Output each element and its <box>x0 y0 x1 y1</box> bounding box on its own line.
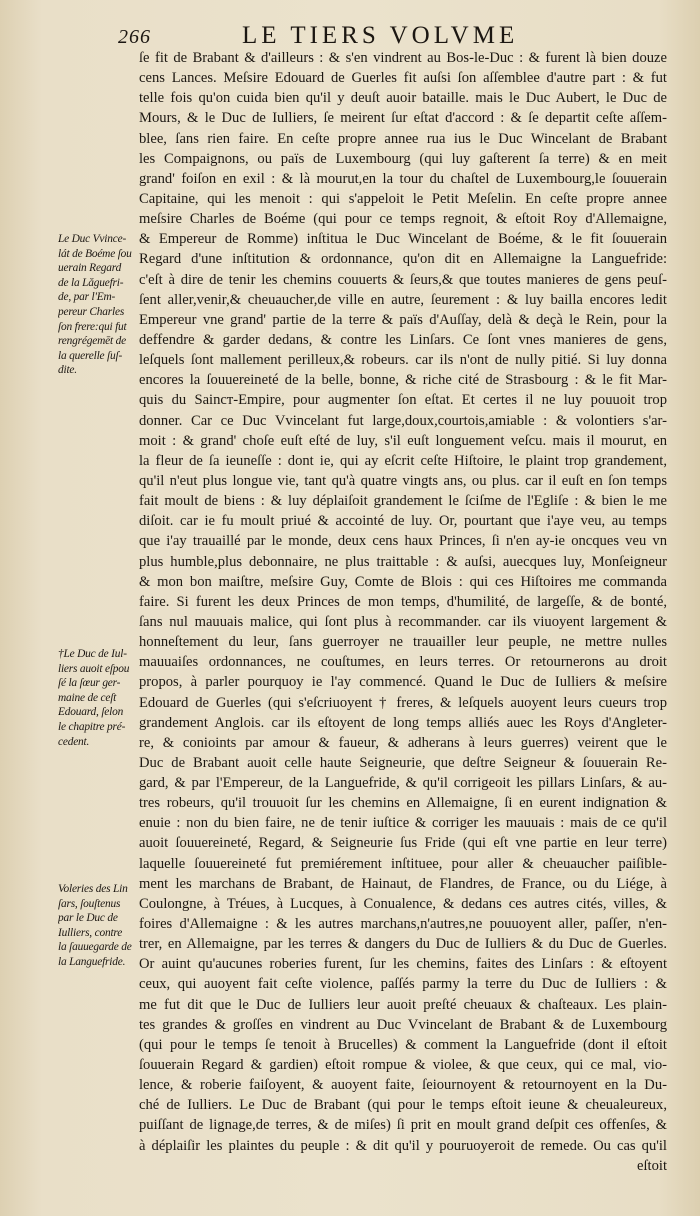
text-line: eſtoit <box>637 1157 667 1174</box>
text-line: à déplaiſir les plaintes du peuple : & dit qu'il y pouruoyeroit de remede. Ou cas qu'il <box>139 1137 667 1154</box>
running-head: LE TIERS VOLVME <box>242 22 519 49</box>
text-line: encores la ſouuereineté de la belle, bonne, & riche cité de Strasbourg : & le fit Mar- <box>139 372 667 389</box>
text-line: Capitaine, qui les menoit : qui s'appeloit le Petit Meſelin. En ceſte propre annee <box>139 190 667 207</box>
text-line: ment les marchans de Brabant, de Hainaut, de Flandres, de France, ou du Liége, à <box>139 875 667 892</box>
text-line: que i'ay trauaillé par le monde, deux cens haux Princes, ſi n'en ay-ie oncques veu vn <box>139 533 667 550</box>
text-line: Regard d'une inſtitution & ordonnance, qu'on dit en Allemaigne la Languefride: <box>139 251 667 268</box>
margin-note-line: rengrégemēt de <box>58 335 126 348</box>
text-line: Duc de Brabant auoit celle haute Seigneurie, que deſtre Seigneur & ſouuerain Re- <box>139 754 667 771</box>
text-line: foires d'Allemaigne : & les autres marchans,n'autres,ne pouuoyent aller, paſſer, n'en- <box>139 916 667 933</box>
text-line: puiſſant de lignage,de terres, & de miſes) ſi prit en moult grand deſpit ces offenſes, & <box>139 1117 667 1134</box>
text-line: enuie : non du bien faire, ne de tenir iuſtice & corriger les mauuais : mais de ce qu'il <box>139 815 667 832</box>
text-line: leſquels ſont mallement perilleux,& robeurs. car ils n'ont de nully pitié. Si luy donna <box>139 352 667 369</box>
text-line: lence, & roberie faiſoyent, & auoyent faite, ſeiournoyent & retournoyent en la Du- <box>139 1077 667 1094</box>
text-line: qu'il n'eut plus longue vie, tant qu'à quatre vingts ans, ou plus. car il euſt en ſon temps <box>139 472 667 489</box>
text-line: la fleur de ſa ieuneſſe : dont ie, qui ay eſcrit ceſte Hiſtoire, le plaint trop grandement, <box>139 452 667 469</box>
margin-note-line: Voleries des Lin <box>58 883 128 895</box>
margin-note-line: ſon frere:qui fut <box>58 320 127 333</box>
margin-note-line: liers auoit eſpou <box>58 662 130 675</box>
text-line: blee, ſans rien faire. En ceſte propre annee rua ius le Duc Wincelant de Brabant <box>139 130 667 147</box>
text-line: ché de Iulliers. Le Duc de Brabant (qui pour le temps eſtoit ieune & cheualeureux, <box>139 1097 667 1114</box>
margin-note-line: pereur Charles <box>58 305 125 318</box>
text-line: diſoit. car ie fu moult priué & accointé de luy. Or, pourtant que i'aye veu, au temps <box>139 513 667 530</box>
text-line: donner. Car ce Duc Vvincelant fut large,doux,courtois,amiable : & volontiers s'ar- <box>139 412 667 429</box>
text-line: gard, & par l'Empereur, de la Languefride, & qu'il corrigeoit les pillars Linſars, & au- <box>139 775 667 792</box>
margin-note-voleries-linsars <box>58 882 137 970</box>
page-number: 266 <box>118 26 151 48</box>
text-line: fait moult de biens : & luy déplaiſoit grandement le ſciſme de l'Egliſe : & bien le me <box>139 493 667 510</box>
text-line: plus humble,plus debonnaire, ne plus traittable : & auſsi, auecques luy, Monſeigneur <box>139 553 667 570</box>
text-line: tes grandes & groſſes en vindrent au Duc Vvincelant de Brabant & de Luxembourg <box>139 1016 667 1033</box>
text-line: grandement Anglois. car ils eſtoyent de long temps alliés auec les Roys d'Angleter- <box>139 714 667 731</box>
text-line: Edouard de Guerles (qui s'eſcriuoyent † freres, & leſquels auoyent leurs cueurs trop <box>139 694 667 711</box>
text-line: les Compaignons, ou païs de Luxembourg (qui luy gaſterent ſa terre) & en meit <box>139 150 667 167</box>
margin-note-line: ſé la ſœur ger- <box>58 677 121 690</box>
margin-note-line: de la Lăguefri- <box>58 276 124 289</box>
margin-note-line: maine de ceſt <box>58 691 117 704</box>
margin-note-line: Edouard, ſelon <box>58 706 124 719</box>
text-line: trer, en Allemaigne, par les terres & dangers du Duc de Iulliers & du Duc de Guerles. <box>139 936 667 953</box>
text-line: c'eſt à dire de tenir les chemins couuerts & ſeurs,& que toutes manieres de gens peuſ- <box>139 271 667 288</box>
text-line: ſent aller,venir,& cheuaucher,de ville en autre, ſeurement : & luy bailla encores ledit <box>139 291 667 308</box>
margin-note-line: Le Duc Vvince- <box>58 233 127 245</box>
margin-note-line: le chapitre pré- <box>58 720 126 733</box>
text-line: me fut dit que le Duc de Iulliers leur auoit preſté cheuaux & chaſteaux. Les plain- <box>139 996 667 1013</box>
margin-note-line: la ſauuegarde de <box>58 941 132 954</box>
margin-note-wincelant-regard <box>58 232 137 378</box>
text-line: tres robeurs, qu'il trouuoit ſur les chemins en Allemaigne, ſi en eurent indignation & <box>139 795 667 812</box>
margin-note-line: ſars, ſouſtenus <box>58 897 121 910</box>
text-line: Or auint qu'aucunes roberies furent, ſur les chemins, faites des Linſars : & eſtoyent <box>139 956 667 973</box>
text-line: cens Lances. Meſsire Edouard de Guerles fit auſsi ſon aſſemblee d'autre part : & fut <box>139 70 667 87</box>
text-line: honneſtement du leur, ſans guerroyer ne trauailler leur peuple, ne mettre nulles <box>139 634 667 651</box>
text-line: quis du Saincт-Empire, pour augmenter ſon eſtat. Et certes il ne luy pouuoit trop <box>139 392 667 409</box>
margin-note-line: la querelle ſuſ- <box>58 349 123 362</box>
text-line: deffendre & garder dedans, & contre les Linſars. Ce ſont vnes manieres de gens, <box>139 331 667 348</box>
text-line: telle fois qu'on cuida bien qu'il y deuſt auoir bataille. mais le Duc Aubert, le Duc de <box>139 90 667 107</box>
text-line: & mon bon maiſtre, meſsire Guy, Comte de Blois : qui ces Hiſtoires me commanda <box>139 573 667 590</box>
text-line: meſsire Charles de Boéme (qui pour ce temps regnoit, & eſtoit Roy d'Allemaigne, <box>139 211 667 228</box>
margin-note-duc-iulliers <box>58 647 137 749</box>
text-line: ſe fit de Brabant & d'ailleurs : & s'en vindrent au Bos-le-Duc : & furent là bien douze <box>139 50 667 66</box>
text-line: mauuaiſes ordonnances, ne couſtumes, en leurs terres. Or retournerons au droit <box>139 654 667 671</box>
margin-note-line: dite. <box>58 364 77 377</box>
text-line: Coulongne, à Tréues, à Lucques, à Conualence, & dedans ces autres cités, villes, & <box>139 895 667 912</box>
text-line: ſouuerain Regard & gardien) eſtoit rompue & violee, & que ceux, qui ce mal, vio- <box>139 1057 667 1074</box>
text-line: Empereur vne grand' partie de la terre & païs d'Auſſay, delà & deçà le Rein, pour la <box>139 311 667 328</box>
text-line: moit : & grand' choſe euſt eſté de luy, s'il euſt longuement veſcu. mais il mourut, en <box>139 432 667 449</box>
text-line: re, & conioints par amour & faueur, & adherans à leurs guerres) veirent que le <box>139 734 667 751</box>
margin-note-line: par le Duc de <box>58 912 118 925</box>
text-line: ſans nul mauuais malice, qui ſont plus à recommander. car ils viuoyent largement & <box>139 613 667 630</box>
margin-note-line: la Languefride. <box>58 955 126 968</box>
margin-note-line: de, par l'Em- <box>58 291 116 304</box>
text-line: propos, à parler pourquoy ie l'ay commencé. Quand le Duc de Iulliers & meſsire <box>139 674 667 691</box>
text-line: auoit ſouuereineté, Regard, & Seigneurie ſus Fride (qui eſt vne partie en leur terre) <box>139 835 667 852</box>
text-line: grand' foiſon en exil : & là mourut,en la tour du chaſtel de Luxembourg,le ſouuerain <box>139 170 667 187</box>
main-text-block <box>139 48 667 1176</box>
text-line: (qui pour le temps ſe tenoit à Brucelles) & comment la Languefride (dont il eſtoit <box>139 1036 667 1053</box>
margin-note-line: cedent. <box>58 735 90 748</box>
margin-note-line: uerain Regard <box>58 262 122 275</box>
text-line: & Empereur de Romme) inſtitua le Duc Wincelant de Boéme, & le fit ſouuerain <box>139 231 667 248</box>
margin-note-line: Iulliers, contre <box>58 926 123 939</box>
text-line: ceux, qui auoyent fait ceſte violence, paſſés parmy la terre du Duc de Iulliers : & <box>139 976 667 993</box>
margin-note-line: †Le Duc de Iul- <box>58 648 127 660</box>
margin-note-line: lát de Boéme ſou <box>58 247 132 260</box>
text-line: Mours, & le Duc de Iulliers, ſe meirent ſur eſtat d'accord : & ſe departit ceſte aſſem- <box>139 110 667 127</box>
text-line: faire. Si furent les deux Princes de mon temps, d'humilité, de largeſſe, & de bonté, <box>139 593 667 610</box>
text-line: laquelle ſouuereineté fut premiérement inſtituee, pour aller & cheuaucher paiſible- <box>139 855 667 872</box>
